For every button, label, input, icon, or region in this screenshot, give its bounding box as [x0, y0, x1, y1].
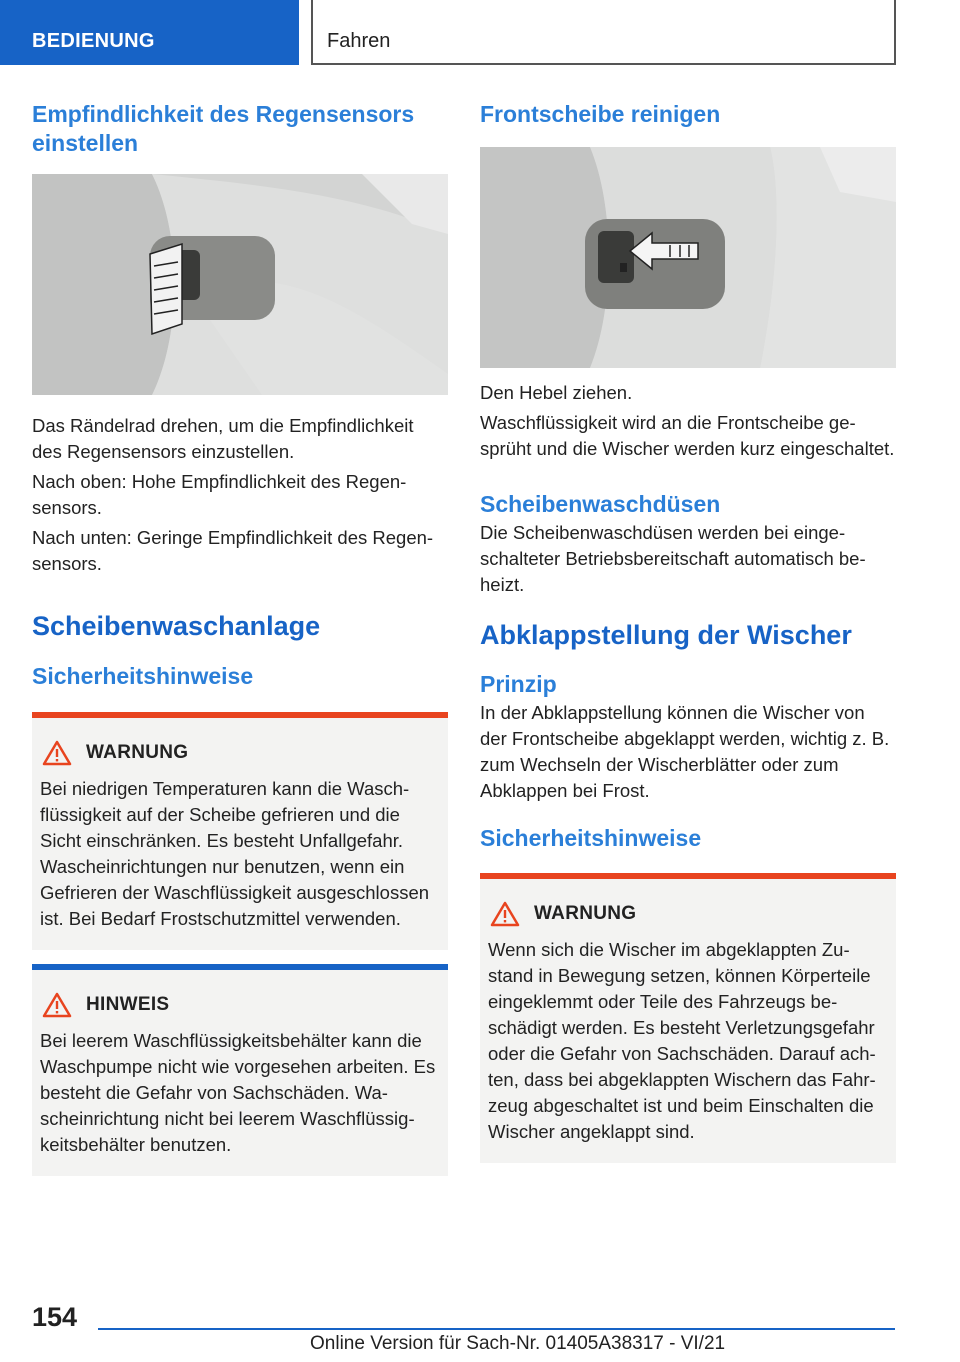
heading-fold-position: Abklappstellung der Wischer	[480, 620, 852, 650]
warning-header	[32, 718, 448, 768]
left-column	[32, 100, 448, 1176]
knurled-wheel-image	[32, 174, 448, 395]
chapter-label: Fahren	[327, 30, 391, 52]
lever-wheel-illustration	[32, 174, 448, 395]
paragraph-down-low: Nach unten: Geringe Empfindlichkeit des Regensensors.	[32, 527, 434, 574]
heading-washer-system: Scheibenwaschanlage	[32, 611, 321, 641]
lever-pull-illustration	[480, 147, 896, 368]
warning-triangle-icon	[490, 901, 520, 927]
warning-triangle-icon	[42, 740, 72, 766]
page-number: 154	[32, 1302, 78, 1332]
paragraph-pull-lever: Den Hebel ziehen.	[480, 382, 633, 403]
heading-clean-windshield: Frontscheibe reinigen	[480, 101, 721, 127]
paragraph-rotate-wheel: Das Rändelrad drehen, um die Empfindlichkeit des Regensensors einzustellen.	[32, 415, 414, 462]
hint-label: HINWEIS	[86, 994, 170, 1015]
warning-triangle-icon	[42, 992, 72, 1018]
footer-version: Online Version für Sach-Nr. 01405A38317 - VI/21	[310, 1333, 726, 1354]
warning-text-2: Wenn sich die Wischer im abgeklappten Zustand in Bewegung setzen, können Körperteile eingeklemmt oder Teile des Fahrzeugs beschädigt werden. Es besteht Verletzungsgefahr oder die Gefahr von Sachschäden. Darauf achten, dass bei abgeklappten Wischern das Fahrzeug abgeschaltet ist und beim Einschalten die Wischer angeklappt sind.	[488, 939, 876, 1142]
warning-box-2	[480, 873, 896, 1163]
footer-divider	[98, 1328, 895, 1330]
heading-sensor-sensitivity: Empfindlichkeit des Regensensors einstellen	[32, 101, 415, 156]
lever-pull-image	[480, 147, 896, 368]
hint-text: Bei leerem Waschflüssigkeitsbehälter kann die Waschpumpe nicht wie vorgesehen arbeiten. Es besteht die Gefahr von Sachschäden. Wascheinrichtung nicht bei leerem Waschflüssigkeitsbehälter benutzen.	[40, 1030, 436, 1155]
warning-label: WARNUNG	[86, 742, 189, 763]
paragraph-principle: In der Abklappstellung können die Wischer von der Frontscheibe abgeklappt werden, wichtig z. B. zum Wechseln der Wischerblätter oder zum Abklappen bei Frost.	[480, 702, 890, 801]
heading-safety-notes: Sicherheitshinweise	[32, 663, 254, 689]
chapter-tab	[311, 0, 896, 65]
right-column	[480, 100, 896, 1163]
warning-label-2: WARNUNG	[534, 903, 637, 924]
warning-box	[32, 712, 448, 950]
paragraph-spray: Waschflüssigkeit wird an die Frontscheibe gesprüht und die Wischer werden kurz eingeschaltet.	[480, 412, 895, 459]
paragraph-nozzles-heated: Die Scheibenwaschdüsen werden bei eingeschalteter Betriebsbereitschaft automatisch beheizt.	[480, 522, 866, 595]
warning-header-2	[480, 879, 896, 929]
heading-safety-notes-2: Sicherheitshinweise	[480, 825, 702, 851]
hint-header	[32, 970, 448, 1020]
paragraph-up-high: Nach oben: Hohe Empfindlichkeit des Regensensors.	[32, 471, 407, 518]
hint-box	[32, 964, 448, 1176]
section-tab	[0, 0, 299, 65]
heading-washer-nozzles: Scheibenwaschdüsen	[480, 491, 721, 517]
warning-text: Bei niedrigen Temperaturen kann die Waschflüssigkeit auf der Scheibe gefrieren und die Sicht einschränken. Es besteht Unfallgefahr. Wascheinrichtungen nur benutzen, wenn ein Gefrieren der Waschflüssigkeit ausgeschlossen ist. Bei Bedarf Frostschutzmittel verwenden.	[40, 778, 430, 929]
heading-principle: Prinzip	[480, 671, 557, 697]
section-label: BEDIENUNG	[32, 30, 155, 52]
